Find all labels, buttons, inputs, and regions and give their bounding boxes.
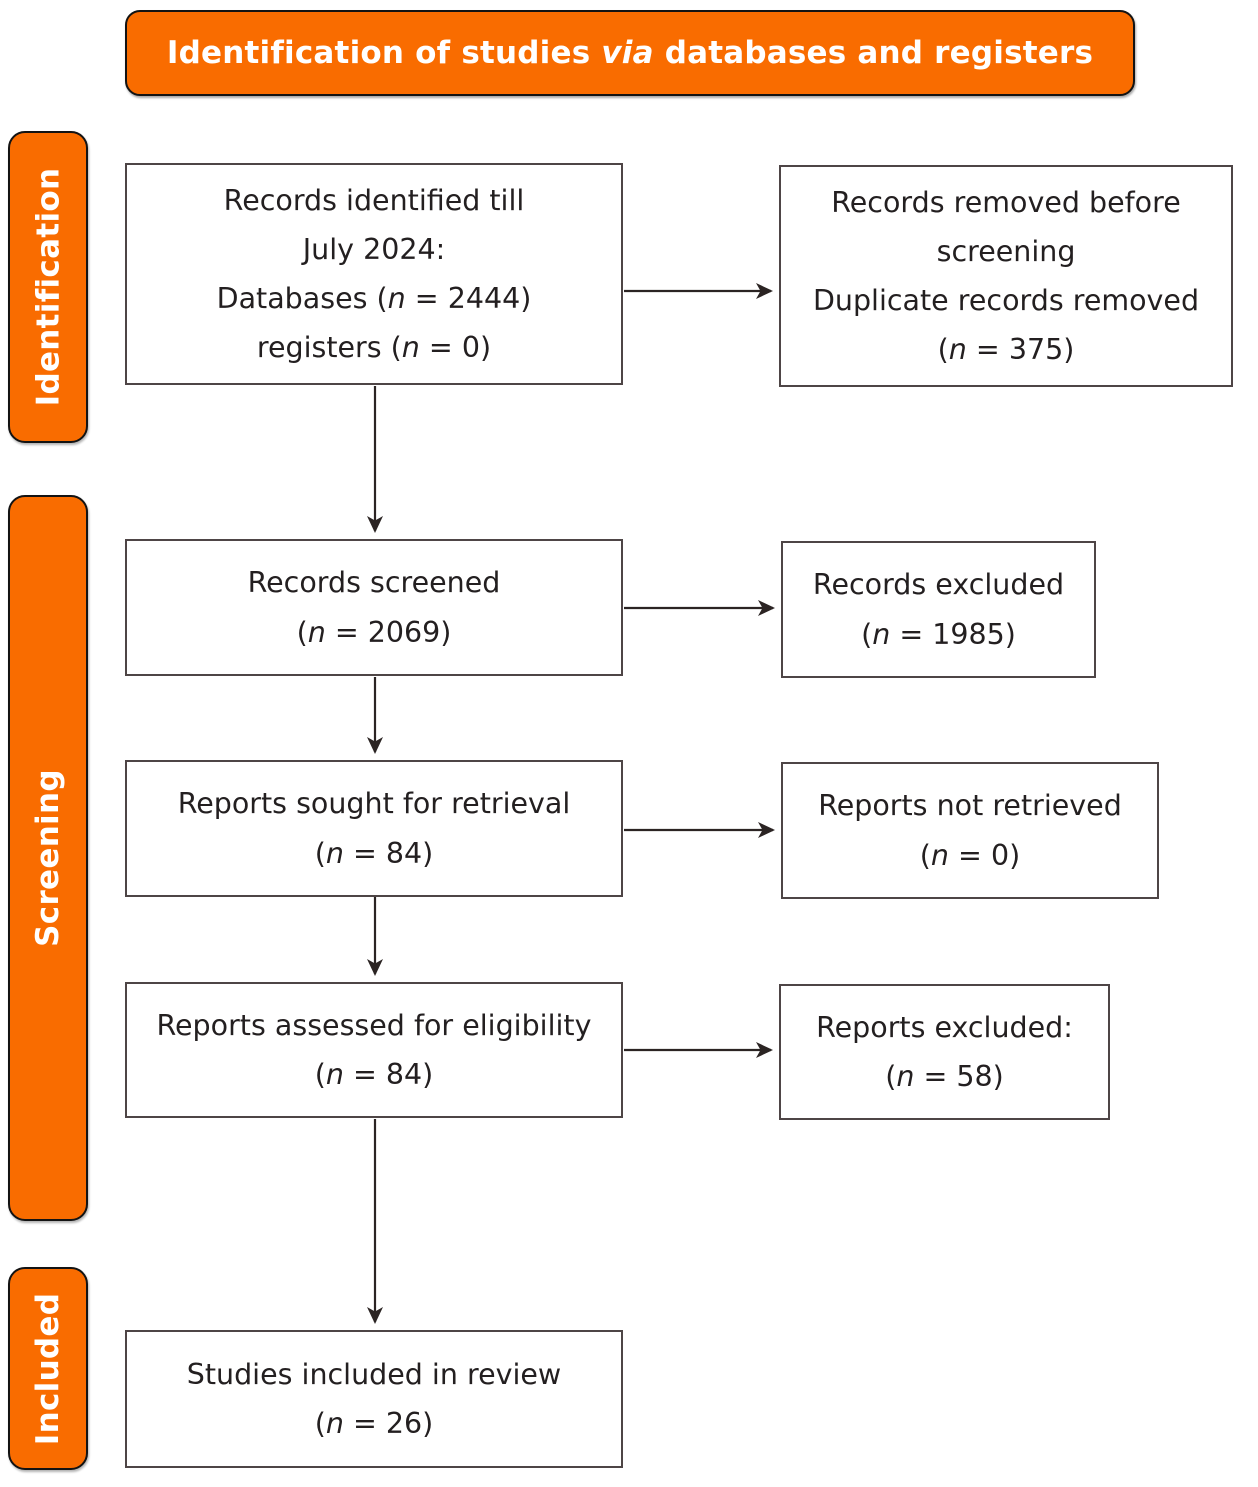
title-segment-italic: via <box>601 35 654 71</box>
box-line <box>813 560 1064 609</box>
text-segment: ( <box>314 1407 326 1440</box>
text-segment: Reports sought for retrieval <box>177 787 571 821</box>
stage-tab-included <box>8 1267 88 1470</box>
box-line <box>937 227 1076 276</box>
text-segment: = 2069) <box>325 615 452 649</box>
text-segment: = 1985) <box>890 617 1016 651</box>
box-line <box>224 176 525 225</box>
n-symbol: n <box>401 331 420 365</box>
diagram-title-banner <box>125 10 1135 96</box>
text-segment: = 26) <box>343 1407 434 1440</box>
n-symbol: n <box>387 282 406 315</box>
text-segment: Records excluded <box>812 568 1065 602</box>
text-segment: Records identified till <box>223 183 525 217</box>
n-symbol: n <box>307 615 326 649</box>
n-symbol: n <box>948 333 967 367</box>
box-line <box>315 1050 434 1099</box>
text-segment: Reports not retrieved <box>818 789 1122 823</box>
box-records-removed <box>779 165 1233 387</box>
box-line <box>885 1052 1004 1101</box>
text-segment: ( <box>885 1060 897 1093</box>
text-segment: ( <box>314 1058 326 1091</box>
box-line <box>315 829 434 878</box>
box-line <box>178 779 571 828</box>
box-line <box>257 323 491 372</box>
text-segment: = 58) <box>914 1060 1004 1093</box>
box-line <box>297 608 452 657</box>
text-segment: = 0) <box>948 838 1021 872</box>
text-segment: ( <box>937 333 949 367</box>
box-line <box>920 831 1020 880</box>
box-line <box>303 225 445 274</box>
text-segment: registers ( <box>256 331 402 365</box>
text-segment: Reports excluded: <box>816 1010 1073 1044</box>
box-line <box>157 1001 592 1050</box>
box-line <box>831 178 1180 227</box>
box-line <box>217 274 532 323</box>
n-symbol: n <box>325 836 344 870</box>
text-segment: = 375) <box>966 333 1075 367</box>
stage-label: Identification <box>30 167 66 407</box>
box-reports-excluded <box>779 984 1110 1120</box>
box-records-screened <box>125 539 623 676</box>
text-segment: = 2444) <box>405 282 532 315</box>
text-segment: Records screened <box>247 566 501 600</box>
text-segment: ( <box>314 836 326 870</box>
text-segment: Duplicate records removed <box>812 284 1200 317</box>
box-line <box>813 276 1199 325</box>
box-records-identified <box>125 163 623 385</box>
text-segment: screening <box>936 234 1076 268</box>
box-line <box>315 1399 434 1448</box>
stage-label: Screening <box>30 769 67 947</box>
text-segment: ( <box>861 617 873 651</box>
text-segment: Studies included in review <box>186 1357 562 1391</box>
box-reports-sought <box>125 760 623 897</box>
n-symbol: n <box>872 617 891 651</box>
box-reports-not-retrieved <box>781 762 1159 899</box>
n-symbol: n <box>930 838 949 872</box>
text-segment: ( <box>919 838 931 872</box>
box-line <box>816 1003 1073 1052</box>
text-segment: Databases ( <box>216 282 388 315</box>
n-symbol: n <box>896 1060 915 1093</box>
box-line <box>187 1350 561 1399</box>
text-segment: = 84) <box>343 1058 434 1091</box>
text-segment: ( <box>296 615 308 649</box>
box-line <box>861 610 1016 659</box>
box-line <box>818 781 1122 830</box>
box-studies-included <box>125 1330 623 1468</box>
text-segment: Records removed before <box>831 185 1181 219</box>
n-symbol: n <box>325 1407 344 1440</box>
title-text <box>167 35 1093 71</box>
box-reports-assessed <box>125 982 623 1118</box>
text-segment: July 2024: <box>302 232 446 266</box>
text-segment: Reports assessed for eligibility <box>156 1008 592 1042</box>
text-segment: = 84) <box>343 836 434 870</box>
title-segment: databases and registers <box>653 35 1094 71</box>
title-segment: Identification of studies <box>166 35 602 71</box>
text-segment: = 0) <box>419 331 492 365</box>
box-records-excluded <box>781 541 1096 678</box>
n-symbol: n <box>325 1058 344 1091</box>
stage-label: Included <box>30 1292 67 1445</box>
stage-tab-screening <box>8 495 88 1221</box>
box-line <box>248 558 501 607</box>
stage-tab-identification <box>8 131 88 443</box>
box-line <box>938 325 1075 374</box>
